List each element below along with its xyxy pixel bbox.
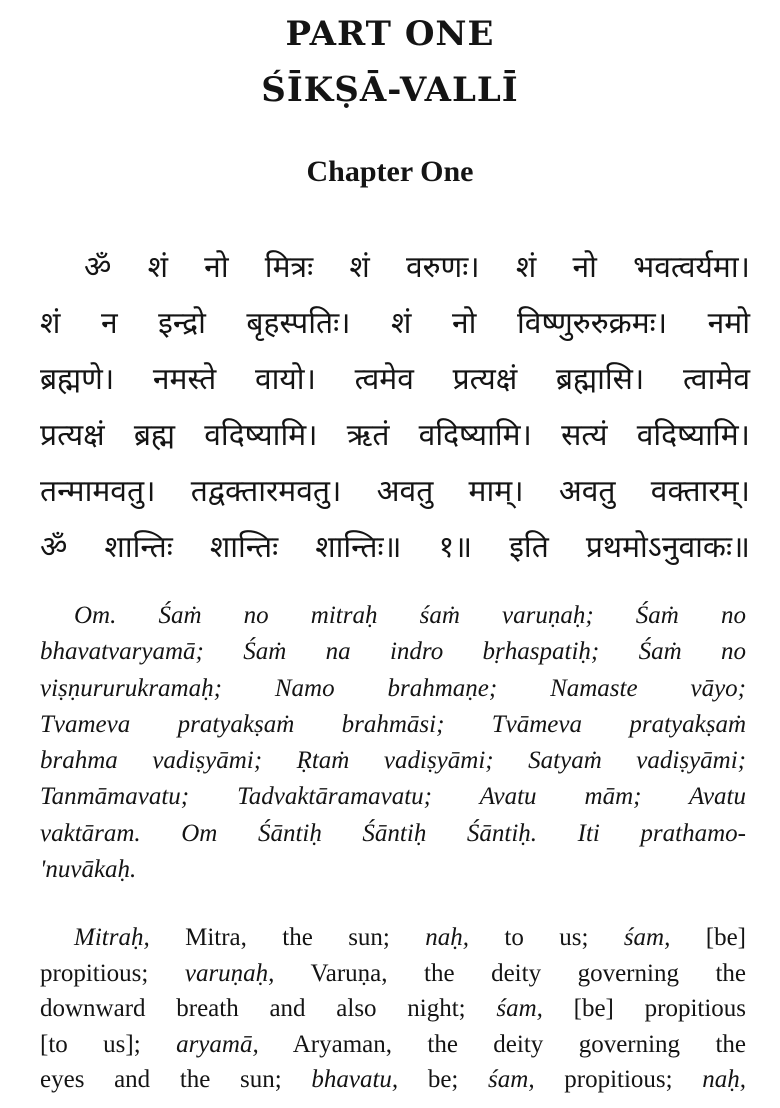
transliteration-line: brahma vadiṣyāmi; Ṛtaṁ vadiṣyāmi; Satyaṁ vadiṣyāmi; <box>40 747 746 775</box>
sanskrit-line: ॐ शं नो मित्रः शं वरुणः। शं नो भवत्वर्यमा। <box>84 250 750 285</box>
transliteration-line: vaktāram. Om Śāntiḥ Śāntiḥ Śāntiḥ. Iti prathamo- <box>40 819 746 847</box>
glossed-term: Mitraḥ, <box>74 924 150 951</box>
part-subtitle: ŚĪKṢĀ-VALLĪ <box>261 70 519 110</box>
gloss-text: [to us]; <box>40 1030 177 1058</box>
gloss-text: downward breath and also night; <box>40 995 497 1022</box>
gloss-text: Mitra, the sun; <box>149 924 426 951</box>
sanskrit-line: तन्मामवतु। तद्वक्तारमवतु। अवतु माम्। अवतु वक्तारम्। <box>40 474 750 509</box>
glossed-term: naḥ, <box>702 1066 747 1093</box>
transliteration-line: Tvameva pratyakṣaṁ brahmāsi; Tvāmeva pratyakṣaṁ <box>40 710 746 738</box>
commentary-line <box>40 956 746 992</box>
glossed-term: śam, <box>488 1066 535 1093</box>
transliteration-line: bhavatvaryamā; Śaṁ na indro bṛhaspatiḥ; Śaṁ no <box>40 638 746 666</box>
sanskrit-verse <box>40 240 750 576</box>
commentary-line <box>40 920 746 956</box>
sanskrit-line: प्रत्यक्षं ब्रह्म वदिष्यामि। ऋतं वदिष्यामि। सत्यं वदिष्यामि। <box>40 418 750 453</box>
gloss-text: be; <box>398 1066 489 1093</box>
transliteration-line: viṣṇururukramaḥ; Namo brahmaṇe; Namaste vāyo; <box>40 674 746 702</box>
sanskrit-line: ॐ शान्तिः शान्तिः शान्तिः॥ १॥ इति प्रथमोऽनुवाकः॥ <box>40 530 750 565</box>
gloss-text: [be] <box>670 924 747 951</box>
gloss-text: propitious; <box>40 959 185 987</box>
glossed-term: aryamā, <box>176 1030 259 1058</box>
gloss-text: eyes and the sun; <box>40 1066 312 1093</box>
glossed-term: śam, <box>496 995 543 1022</box>
part-title: PART ONE <box>285 14 495 54</box>
glossed-term: varuṇaḥ, <box>184 959 275 987</box>
glossed-term: naḥ, <box>425 924 470 951</box>
commentary-line <box>40 1062 746 1098</box>
chapter-title: Chapter One <box>306 155 474 188</box>
transliteration-line: 'nuvākaḥ. <box>40 856 137 884</box>
sanskrit-line: शं न इन्द्रो बृहस्पतिः। शं नो विष्णुरुरुक्रमः। नमो <box>40 306 750 341</box>
gloss-text: [be] propitious <box>542 995 747 1022</box>
gloss-text: to us; <box>469 924 624 951</box>
commentary-line <box>40 991 746 1027</box>
gloss-text: Aryaman, the deity governing the <box>258 1030 746 1058</box>
commentary <box>40 920 746 1098</box>
gloss-text: Varuṇa, the deity governing the <box>274 959 746 987</box>
transliteration-line: Om. Śaṁ no mitraḥ śaṁ varuṇaḥ; Śaṁ no <box>74 602 746 629</box>
commentary-line <box>40 1027 746 1063</box>
transliteration <box>40 598 746 888</box>
glossed-term: bhavatu, <box>311 1066 399 1093</box>
transliteration-line: Tanmāmavatu; Tadvaktāramavatu; Avatu mām; Avatu <box>40 783 746 811</box>
sanskrit-line: ब्रह्मणे। नमस्ते वायो। त्वमेव प्रत्यक्षं ब्रह्मासि। त्वामेव <box>40 362 750 397</box>
gloss-text: propitious; <box>534 1066 703 1093</box>
glossed-term: śam, <box>623 924 671 951</box>
